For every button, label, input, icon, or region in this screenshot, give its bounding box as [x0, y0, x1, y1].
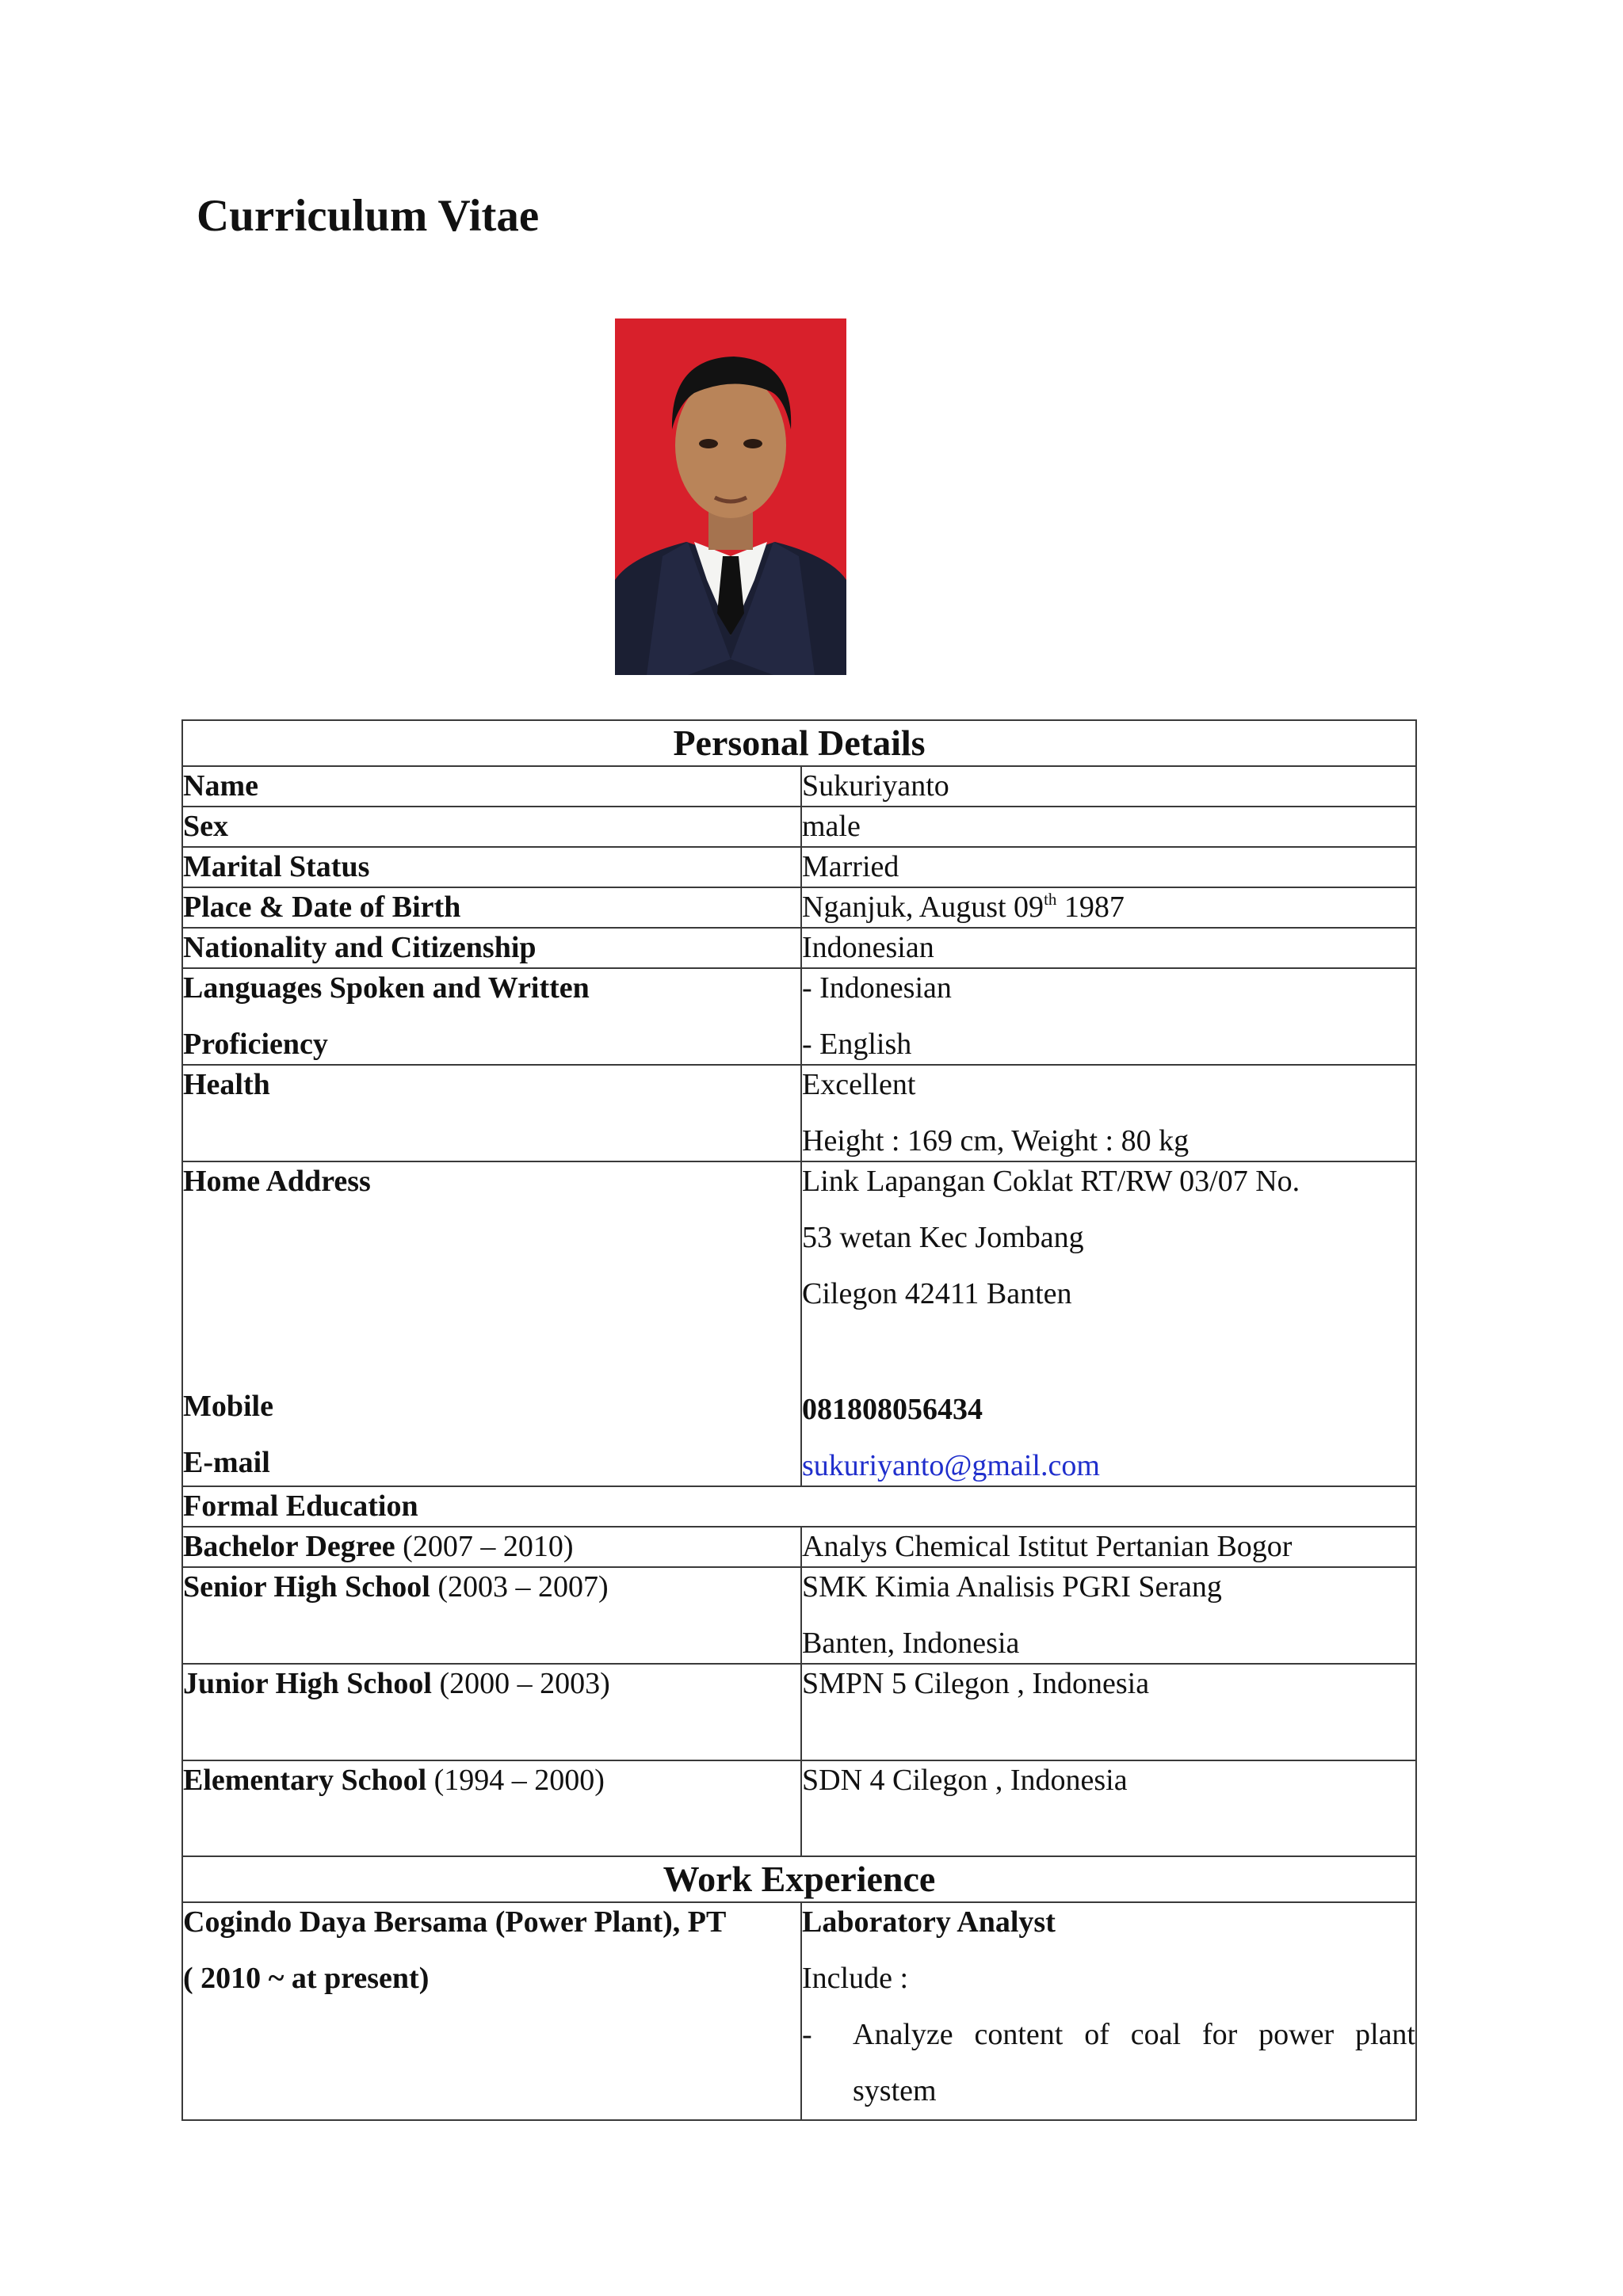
mobile-value: 081808056434	[802, 1393, 983, 1426]
address-line: Cilegon 42411 Banten	[802, 1277, 1072, 1310]
education-row	[182, 1760, 1416, 1856]
company-name: Cogindo Daya Bersama (Power Plant), PT	[183, 1905, 727, 1939]
include-label: Include :	[802, 1962, 909, 1995]
job-position: Laboratory Analyst	[802, 1905, 1056, 1939]
education-school: Analys Chemical Istitut Pertanian Bogor	[801, 1527, 1416, 1567]
personal-details-heading: Personal Details	[182, 720, 1416, 766]
education-level: Junior High School	[183, 1667, 432, 1700]
name-label: Name	[182, 766, 801, 807]
language-item: - English	[802, 1028, 912, 1061]
height-weight-value: Height : 169 cm, Weight : 80 kg	[802, 1124, 1190, 1158]
health-value: Excellent	[802, 1068, 916, 1101]
nationality-row	[182, 928, 1416, 968]
marital-status-row	[182, 847, 1416, 887]
education-school: SMPN 5 Cilegon , Indonesia	[801, 1664, 1416, 1760]
birth-value	[801, 887, 1416, 928]
contact-row	[182, 1161, 1416, 1486]
health-label: Health	[182, 1065, 801, 1161]
education-level: Elementary School	[183, 1764, 427, 1797]
email-label: E-mail	[183, 1446, 270, 1479]
cv-table	[181, 719, 1417, 2121]
proficiency-label: Proficiency	[183, 1028, 328, 1061]
language-item: - Indonesian	[802, 971, 952, 1005]
profile-photo	[615, 318, 846, 675]
nationality-value: Indonesian	[801, 928, 1416, 968]
education-school: SMK Kimia Analisis PGRI Serang	[802, 1570, 1222, 1604]
birth-label: Place & Date of Birth	[182, 887, 801, 928]
work-period: ( 2010 ~ at present)	[183, 1962, 430, 1995]
education-years: (2003 – 2007)	[430, 1570, 609, 1604]
email-link[interactable]: sukuriyanto@gmail.com	[802, 1449, 1100, 1482]
education-row	[182, 1527, 1416, 1567]
sex-row	[182, 807, 1416, 847]
task-text: Analyze content of coal for power plant system	[853, 2018, 1415, 2107]
name-row	[182, 766, 1416, 807]
mobile-label: Mobile	[183, 1390, 273, 1423]
home-address-label: Home Address	[183, 1165, 371, 1198]
formal-education-heading: Formal Education	[182, 1486, 1416, 1527]
marital-status-value: Married	[801, 847, 1416, 887]
languages-label: Languages Spoken and Written	[183, 971, 590, 1005]
task-item	[802, 2016, 1415, 2119]
education-years: (2000 – 2003)	[431, 1667, 610, 1700]
birth-value-ordinal: th	[1044, 890, 1057, 909]
personal-details-header-row	[182, 720, 1416, 766]
formal-education-header-row	[182, 1486, 1416, 1527]
nationality-label: Nationality and Citizenship	[182, 928, 801, 968]
portrait-illustration	[615, 318, 846, 675]
birth-row	[182, 887, 1416, 928]
sex-label: Sex	[182, 807, 801, 847]
work-experience-heading: Work Experience	[182, 1856, 1416, 1902]
sex-value: male	[801, 807, 1416, 847]
page-title: Curriculum Vitae	[197, 191, 540, 241]
education-years: (2007 – 2010)	[395, 1530, 574, 1563]
education-level: Senior High School	[183, 1570, 430, 1604]
education-school-location: Banten, Indonesia	[802, 1627, 1020, 1660]
marital-status-label: Marital Status	[182, 847, 801, 887]
education-row	[182, 1567, 1416, 1664]
address-line: Link Lapangan Coklat RT/RW 03/07 No.	[802, 1165, 1300, 1198]
birth-value-year: 1987	[1056, 891, 1125, 924]
education-row	[182, 1664, 1416, 1760]
address-line: 53 wetan Kec Jombang	[802, 1221, 1084, 1254]
education-years: (1994 – 2000)	[426, 1764, 605, 1797]
work-row	[182, 1902, 1416, 2120]
birth-value-date: Nganjuk, August 09	[802, 891, 1044, 924]
languages-row	[182, 968, 1416, 1065]
education-level: Bachelor Degree	[183, 1530, 395, 1563]
work-experience-header-row	[182, 1856, 1416, 1902]
education-school: SDN 4 Cilegon , Indonesia	[801, 1760, 1416, 1856]
health-row	[182, 1065, 1416, 1161]
name-value: Sukuriyanto	[801, 766, 1416, 807]
dash-bullet: -	[802, 2018, 812, 2051]
